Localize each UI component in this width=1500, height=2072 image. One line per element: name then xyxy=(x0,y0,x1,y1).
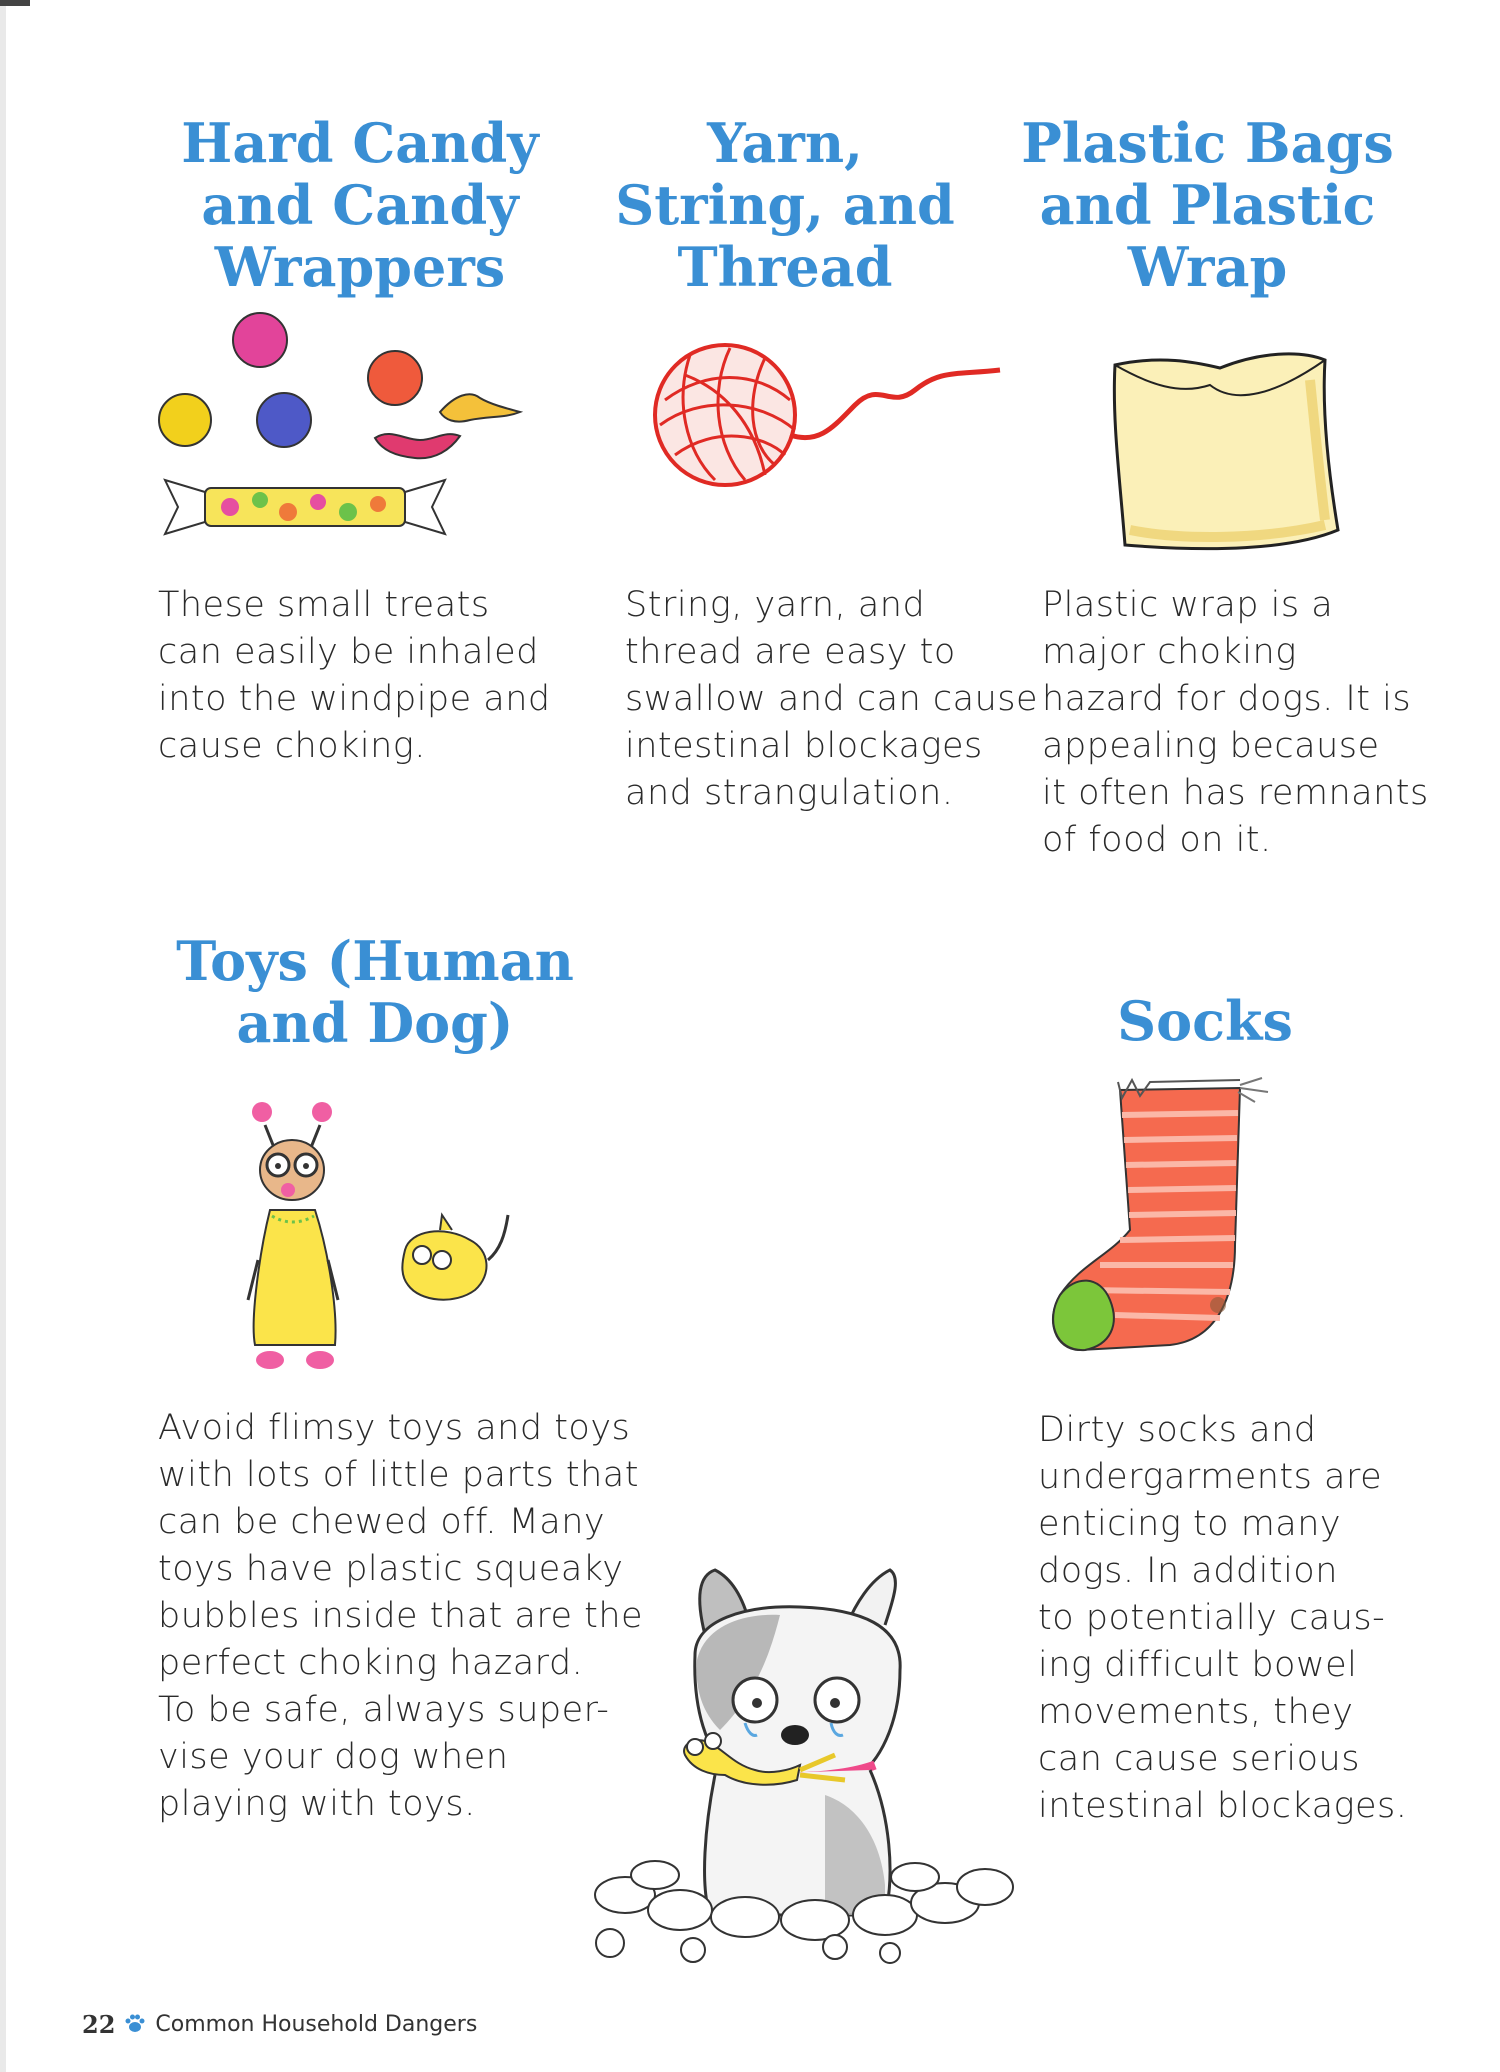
text-line: to potentially caus- xyxy=(1038,1598,1386,1638)
dog-with-toy-illustration xyxy=(585,1565,1025,1975)
body-yarn xyxy=(625,582,1039,817)
text-line: major choking xyxy=(1042,632,1297,672)
heading-line: Wrappers xyxy=(214,235,506,299)
paw-icon xyxy=(123,2012,147,2036)
plastic-bag-illustration xyxy=(1100,340,1340,560)
text-line: String, yarn, and xyxy=(625,585,926,625)
text-line: thread are easy to xyxy=(625,632,956,672)
text-line: playing with toys. xyxy=(158,1784,476,1824)
text-line: intestinal blockages xyxy=(625,726,983,766)
heading-line: and Plastic xyxy=(1039,173,1376,237)
text-line: undergarments are xyxy=(1038,1457,1383,1497)
text-line: Plastic wrap is a xyxy=(1042,585,1334,625)
text-line: To be safe, always super- xyxy=(158,1690,610,1730)
page-corner-mark xyxy=(0,0,30,6)
heading-yarn xyxy=(600,112,970,298)
heading-toys xyxy=(160,930,590,1054)
text-line: cause choking. xyxy=(158,726,426,766)
yarn-ball-illustration xyxy=(645,330,1015,500)
text-line: into the windpipe and xyxy=(158,679,551,719)
text-line: and strangulation. xyxy=(625,773,954,813)
text-line: enticing to many xyxy=(1038,1504,1342,1544)
heading-line: Wrap xyxy=(1127,235,1288,299)
text-line: appealing because xyxy=(1042,726,1380,766)
body-plastic xyxy=(1042,582,1482,864)
text-line: These small treats xyxy=(158,585,490,625)
heading-line: Toys (Human xyxy=(176,929,574,993)
heading-line: Thread xyxy=(677,235,893,299)
heading-socks xyxy=(1050,990,1360,1052)
text-line: Avoid flimsy toys and toys xyxy=(158,1408,631,1448)
body-toys xyxy=(158,1405,644,1828)
text-line: can cause serious xyxy=(1038,1739,1360,1779)
heading-line: and Dog) xyxy=(236,991,514,1055)
heading-line: Plastic Bags xyxy=(1021,111,1394,175)
body-hard-candy xyxy=(158,582,558,770)
text-line: can easily be inhaled xyxy=(158,632,539,672)
body-socks xyxy=(1038,1407,1478,1830)
text-line: intestinal blockages. xyxy=(1038,1786,1408,1826)
heading-line: String, and xyxy=(615,173,955,237)
page-edge xyxy=(0,0,6,2072)
text-line: toys have plastic squeaky xyxy=(158,1549,624,1589)
text-line: vise your dog when xyxy=(158,1737,509,1777)
page-number: 22 xyxy=(82,2009,116,2039)
text-line: dogs. In addition xyxy=(1038,1551,1338,1591)
toys-illustration xyxy=(230,1090,550,1390)
heading-hard-candy xyxy=(150,112,570,298)
heading-line: Hard Candy xyxy=(181,111,539,175)
text-line: Dirty socks and xyxy=(1038,1410,1317,1450)
text-line: swallow and can cause xyxy=(625,679,1039,719)
heading-line: Yarn, xyxy=(707,111,863,175)
text-line: hazard for dogs. It is xyxy=(1042,679,1412,719)
text-line: it often has remnants xyxy=(1042,773,1429,813)
heading-line: and Candy xyxy=(201,173,519,237)
text-line: movements, they xyxy=(1038,1692,1354,1732)
text-line: can be chewed off. Many xyxy=(158,1502,606,1542)
text-line: bubbles inside that are the xyxy=(158,1596,644,1636)
heading-plastic xyxy=(1000,112,1415,298)
page-footer xyxy=(82,2004,477,2044)
text-line: with lots of little parts that xyxy=(158,1455,639,1495)
text-line: perfect choking hazard. xyxy=(158,1643,584,1683)
text-line: of food on it. xyxy=(1042,820,1272,860)
heading-line: Socks xyxy=(1117,989,1293,1053)
running-footer-title: Common Household Dangers xyxy=(155,2011,478,2037)
sock-illustration xyxy=(1040,1070,1330,1370)
candy-illustration xyxy=(150,300,550,550)
text-line: ing difficult bowel xyxy=(1038,1645,1358,1685)
